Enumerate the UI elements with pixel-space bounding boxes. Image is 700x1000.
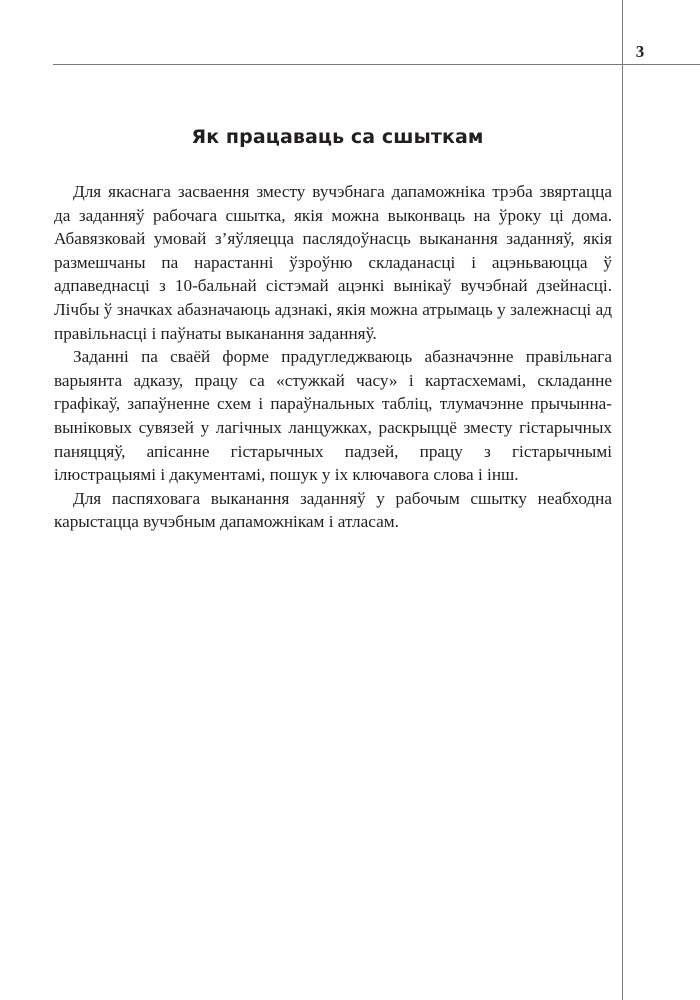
paragraph-1: Для якаснага засваення зместу вучэбнага дапаможніка трэба звяртацца да заданняў рабочага сшытка, якія можна выконваць на ўроку ці дома. Абавязковай умовай з’яўляецца паслядоўнасць выканання заданняў, якія размешчаны па нарастанні ўзроўню складанасці і ацэньваюцца ў адпаведнасці з 10-бальнай сістэмай ацэнкі вынікаў вучэбнай дзейнасці. Лічбы ў значках абазначаюць адзнакі, якія можна атрымаць у залежнасці ад правільнасці і паўнаты выканання заданняў. [54, 182, 612, 343]
body-text [54, 180, 612, 534]
page-title: Як працаваць са сшыткам [191, 126, 484, 148]
paragraph-3: Для паспяховага выканання заданняў у рабочым сшытку неабходна карыстацца вучэбным дапаможнікам і атласам. [54, 488, 612, 532]
paragraph-2: Заданні па сваёй форме прадугледжваюць абазначэнне правільнага варыянта адказу, працу са «стужкай часу» і картасхемамі, складанне графікаў, запаўненне схем і параўнальных табліц, тлумачэнне прычынна-выніковых сувязей у лагічных ланцужках, раскрыццё зместу гістарычных паняццяў, апісанне гістарычных падзей, працу з гістарычнымі ілюстрацыямі і дакументамі, пошук у іх ключавога слова і інш. [54, 347, 612, 485]
page-number: 3 [635, 42, 645, 61]
header-rule [53, 64, 700, 65]
margin-rule [622, 0, 623, 1000]
